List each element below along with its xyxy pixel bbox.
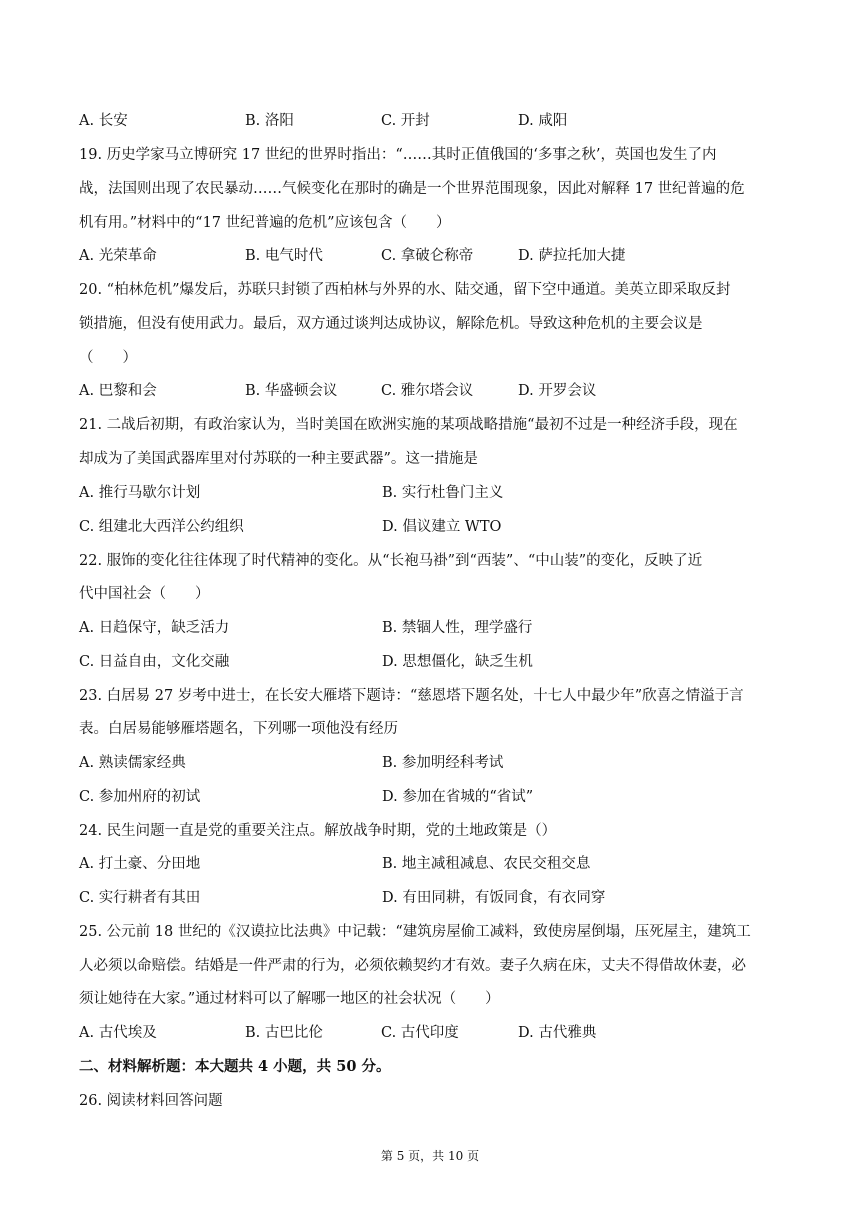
q21-option-d: D. 倡议建立 WTO	[382, 519, 502, 535]
q20-option-c: C. 雅尔塔会议	[381, 383, 474, 399]
q22-option-d: D. 思想僵化，缺乏生机	[382, 654, 533, 670]
q21-option-b: B. 实行杜鲁门主义	[382, 485, 504, 501]
q24-option-a: A. 打土豪、分田地	[79, 856, 201, 872]
q23-option-a: A. 熟读儒家经典	[79, 755, 186, 771]
q18-option-b: B. 洛阳	[245, 113, 294, 129]
q23-option-b: B. 参加明经科考试	[382, 755, 504, 771]
q22-stem-line-1: 22. 服饰的变化往往体现了时代精神的变化。从“长袍马褂”到“西装”、“中山装”的变化，反映了近	[79, 553, 703, 569]
q20-option-b: B. 华盛顿会议	[245, 383, 338, 399]
q24-option-b: B. 地主减租减息、农民交租交息	[382, 856, 591, 872]
q25-stem-line-1: 25. 公元前 18 世纪的《汉谟拉比法典》中记载：“建筑房屋偷工减料，致使房屋倒塌，压死屋主，建筑工	[79, 924, 751, 940]
q23-option-d: D. 参加在省城的“省试”	[382, 789, 534, 805]
q19-option-d: D. 萨拉托加大捷	[518, 248, 626, 264]
q21-stem-line-2: 却成为了美国武器库里对付苏联的一种主要武器”。这一措施是	[79, 451, 478, 467]
q23-stem-line-2: 表。白居易能够雁塔题名，下列哪一项他没有经历	[79, 721, 398, 737]
q21-option-a: A. 推行马歇尔计划	[79, 485, 201, 501]
q25-option-c: C. 古代印度	[381, 1025, 459, 1041]
q24-stem-line-1: 24. 民生问题一直是党的重要关注点。解放战争时期，党的土地政策是（）	[79, 823, 557, 839]
q23-option-c: C. 参加州府的初试	[79, 789, 201, 805]
q22-option-c: C. 日益自由，文化交融	[79, 654, 230, 670]
q25-stem-line-2: 人必须以命赔偿。结婚是一件严肃的行为，必须依赖契约才有效。妻子久病在床，丈夫不得借故休妻，必	[79, 958, 746, 974]
q19-stem-line-3: 机有用。”材料中的“17 世纪普遍的危机”应该包含（ ）	[79, 215, 451, 231]
q22-option-a: A. 日趋保守，缺乏活力	[79, 620, 230, 636]
q19-option-a: A. 光荣革命	[79, 248, 157, 264]
q18-option-d: D. 咸阳	[518, 113, 568, 129]
section-heading: 二、材料解析题：本大题共 4 小题，共 50 分。	[79, 1058, 391, 1075]
q25-option-a: A. 古代埃及	[79, 1025, 157, 1041]
q22-stem-line-2: 代中国社会（ ）	[79, 586, 210, 602]
q25-option-b: B. 古巴比伦	[245, 1025, 323, 1041]
q20-stem-line-1: 20. “柏林危机”爆发后，苏联只封锁了西柏林与外界的水、陆交通，留下空中通道。美英立即采取反封	[79, 282, 731, 298]
q24-option-c: C. 实行耕者有其田	[79, 890, 201, 906]
q20-stem-line-3: （ ）	[79, 350, 137, 366]
q19-option-b: B. 电气时代	[245, 248, 323, 264]
q21-stem-line-1: 21. 二战后初期，有政治家认为，当时美国在欧洲实施的某项战略措施“最初不过是一种经济手段，现在	[79, 417, 738, 433]
q20-option-a: A. 巴黎和会	[79, 383, 157, 399]
q19-stem-line-2: 战，法国则出现了农民暴动……气候变化在那时的确是一个世界范围现象，因此对解释 17 世纪普遍的危	[79, 181, 745, 197]
q25-stem-line-3: 须让她待在大家。”通过材料可以了解哪一地区的社会状况（ ）	[79, 991, 500, 1007]
q23-stem-line-1: 23. 白居易 27 岁考中进士，在长安大雁塔下题诗：“慈恩塔下题名处，十七人中最少年”欣喜之情溢于言	[79, 688, 744, 704]
q25-option-d: D. 古代雅典	[518, 1025, 597, 1041]
q18-option-a: A. 长安	[79, 113, 128, 129]
q20-option-d: D. 开罗会议	[518, 383, 597, 399]
q24-option-d: D. 有田同耕，有饭同食，有衣同穿	[382, 890, 606, 906]
q19-stem-line-1: 19. 历史学家马立博研究 17 世纪的世界时指出：“……其时正值俄国的‘多事之秋’，英国也发生了内	[79, 147, 717, 163]
q19-option-c: C. 拿破仑称帝	[381, 248, 474, 264]
q20-stem-line-2: 锁措施，但没有使用武力。最后，双方通过谈判达成协议，解除危机。导致这种危机的主要会议是	[79, 316, 703, 332]
q18-option-c: C. 开封	[381, 113, 430, 129]
q26-title: 26. 阅读材料回答问题	[79, 1093, 223, 1109]
q21-option-c: C. 组建北大西洋公约组织	[79, 519, 244, 535]
q22-option-b: B. 禁锢人性，理学盛行	[382, 620, 533, 636]
page-footer: 第 5 页，共 10 页	[380, 1149, 480, 1163]
